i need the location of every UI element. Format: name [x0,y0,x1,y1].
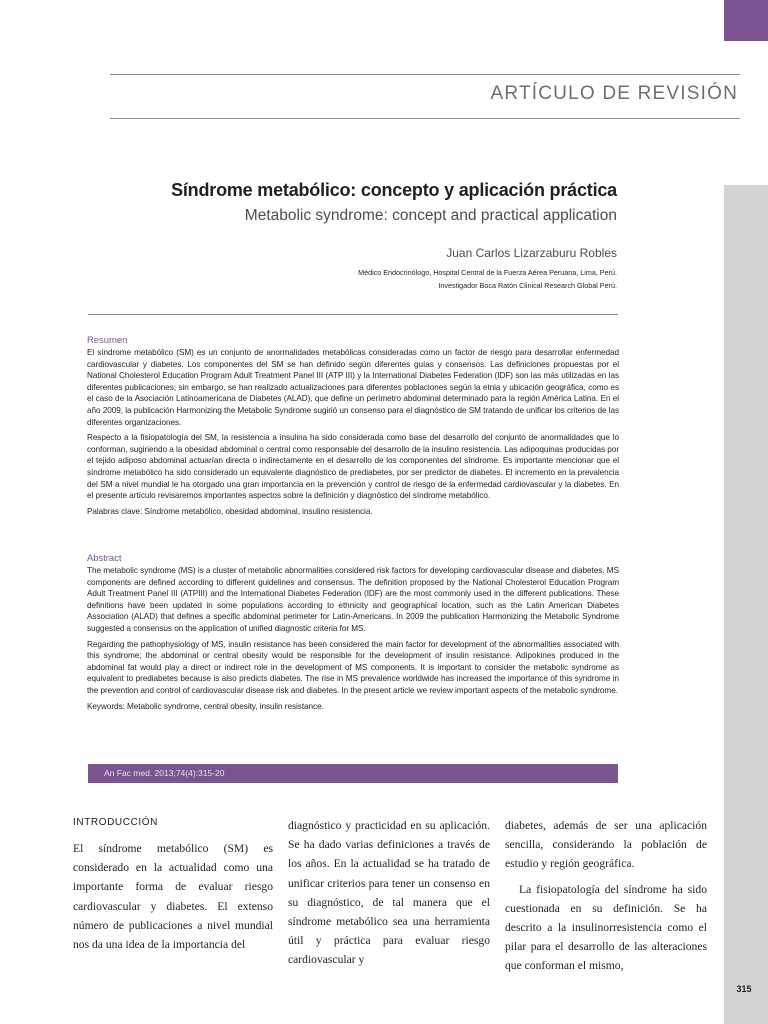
resumen-keywords: Palabras clave: Síndrome metabólico, obesidad abdominal, insulino resistencia. [87,506,373,516]
body-column-1 [73,816,273,954]
abstract-paragraph-1: The metabolic syndrome (MS) is a cluster of metabolic abnormalities considered risk factors for developing cardiovascular disease and diabetes. MS components are defined according to different guidelines and consensus. The definition proposed by the National Cholesterol Education Program Adult Treatment Panel III (ATPIII) and the International Diabetes Federation (IDF) are the most commonly used in the different publications. These definitions have been updated in some populations according to ethnicity and geographical location, such as the Latin American Diabetes Association (ALAD) that defines a specific abdominal perimeter for Latin-Americans. In 2009 the publication Harmonizing the Metabolic Syndrome suggested a consensus on the application of unified diagnostic criteria for MS. [87,566,619,633]
article-title-es: Síndrome metabólico: concepto y aplicación práctica [171,180,617,200]
abstract-top-rule [88,314,618,315]
resumen-heading: Resumen [87,335,128,346]
abstract-keywords: Keywords: Metabolic syndrome, central obesity, insulin resistance. [87,701,324,711]
side-band [724,185,768,1024]
header-top-rule [110,74,740,75]
page-number: 315 [736,984,752,994]
abstract-heading: Abstract [87,553,122,564]
section-label: ARTÍCULO DE REVISIÓN [490,83,738,104]
column-2-text: diagnóstico y practicidad en su aplicación. Se ha dado varias definiciones a través de los años. En la actualidad se ha tratado de unificar criterios para tener un consenso en su diagnóstico, de tal manera que el síndrome metabólico sea una herramienta útil y práctica para evaluar riesgo cardiovascular y [288,819,490,967]
introduction-heading: INTRODUCCIÓN [73,817,158,828]
resumen-paragraph-2: Respecto a la fisiopatología del SM, la resistencia a insulina ha sido considerada como base del desarrollo del conjunto de anormalidades que lo conforman, sugiriendo a la obesidad abdominal o central como responsable del desarrollo de la insulino resistencia. Las adipoquinas producidas por el tejido adiposo abdominal actuarían directa o indirectamente en el desarrollo de los componentes del síndrome. Es importante mencionar que el síndrome metabólico ha sido considerado un equivalente diagnóstico de prediabetes, por ser predictor de diabetes. El incremento en la prevalencia del SM a nivel mundial le ha otorgado una gran importancia en la prevención y control de riesgo de la enfermedad cardiovascular y la diabetes. En el presente artículo revisaremos importantes aspectos sobre la definición y diagnóstico del síndrome metabólico. [87,433,619,501]
citation-bar [88,764,618,783]
abstract-paragraph-2: Regarding the pathophysiology of MS, insulin resistance has been considered the main factor for development of the abnormalities associated with this syndrome; the abdominal or central obesity would be responsible for the development of insulin resistance. Adipokines produced in the abdominal fat would play a direct or indirect role in the development of MS components. It is important to consider the metabolic syndrome as equivalent to prediabetes because is also predicts diabetes. The rise in MS prevalence worldwide has increased the importance of this syndrome in the prevention and control of cardiovascular disease risk and diabetes. In the present article we review important aspects of the metabolic syndrome. [87,639,619,695]
column-3-paragraph-2: La fisiopatología del síndrome ha sido cuestionada en su definición. Se ha descrito a la insulinorresistencia como el pilar para el desarrollo de las alteraciones que conforman el mismo, [505,882,707,973]
abstract-block [87,553,619,714]
resumen-paragraph-1: El síndrome metabólico (SM) es un conjunto de anormalidades metabólicas consideradas como un factor de riesgo para desarrollar enfermedad cardiovascular y diabetes. Los componentes del SM se han definido según diferentes guías y consensos. Las definiciones propuestas por el National Cholesterol Education Program Adult Treatment Panel III (ATP III) y la International Diabetes Federation (IDF) son las más utilizadas en las diferentes publicaciones; sin embargo, se han realizado actualizaciones para diferentes poblaciones según la etnia y ubicación geográfica, como es el caso de la Asociación Latinoamericana de Diabetes (ALAD), que define un perímetro abdominal determinado para la región América Latina. En el año 2009, la publicación Harmonizing the Metabolic Syndrome sugirió un consenso para el diagnóstico de SM tratando de unificar los criterios de las diferentes organizaciones. [87,348,619,427]
affiliation-2: Investigador Boca Ratón Clinical Research Global Perú. [438,281,617,290]
affiliation-1: Médico Endocrinólogo, Hospital Central de la Fuerza Aérea Peruana, Lima, Perú. [358,268,617,277]
column-3-paragraph-1: diabetes, además de ser una aplicación sencilla, considerando la población de estudio y región geográfica. [505,819,707,871]
corner-color-block [724,0,768,41]
body-column-3 [505,816,707,976]
header-bottom-rule [110,118,740,119]
column-1-text: El síndrome metabólico (SM) es considerado en la actualidad como una importante forma de evaluar riesgo cardiovascular y diabetes. El extenso número de publicaciones a nivel mundial nos da una idea de la importancia del [73,842,273,952]
author-name: Juan Carlos Lizarzaburu Robles [446,246,617,260]
resumen-block [87,335,619,519]
article-title-en: Metabolic syndrome: concept and practical application [244,207,617,224]
body-column-2 [288,816,490,970]
citation-text: An Fac med. 2013;74(4):315-20 [104,768,225,778]
